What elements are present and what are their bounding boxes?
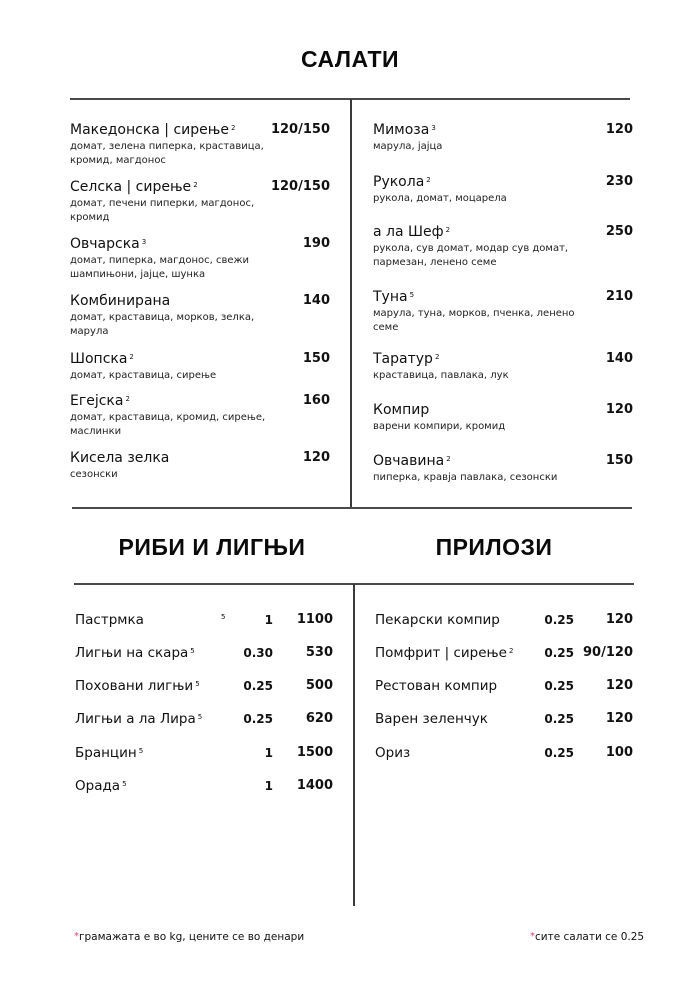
salad-price: 140 bbox=[605, 351, 633, 366]
side-quantity: 0.25 bbox=[544, 746, 574, 760]
salad-description: домат, печени пиперки, магдонос, кромид bbox=[70, 198, 255, 223]
side-row bbox=[375, 709, 633, 729]
side-name: Варен зеленчук bbox=[375, 711, 488, 727]
sides-title: ПРИЛОЗИ bbox=[435, 534, 553, 560]
salad-item bbox=[70, 292, 330, 339]
salad-description: пиперка, кравја павлака, сезонски bbox=[373, 472, 558, 483]
fish-row bbox=[75, 610, 333, 630]
salad-price: 120/150 bbox=[270, 122, 330, 137]
salad-description: домат, зелена пиперка, краставица, кромид, магдонос bbox=[70, 141, 264, 166]
side-price: 120 bbox=[605, 711, 633, 726]
side-price: 120 bbox=[605, 612, 633, 627]
salad-item bbox=[70, 350, 330, 383]
footnote-salad-portion: *сите салати се 0.25 bbox=[530, 931, 645, 943]
salad-name: а ла Шеф $^2$ bbox=[373, 224, 451, 240]
salad-name: Македонска | сирење $^2$ bbox=[70, 122, 236, 138]
side-row bbox=[375, 676, 633, 696]
salad-name: Селска | сирење $^2$ bbox=[70, 179, 198, 195]
side-row bbox=[375, 610, 633, 630]
salad-item bbox=[373, 401, 633, 434]
salad-price: 120 bbox=[605, 402, 633, 417]
fish-name: Пастрмка 5 bbox=[75, 612, 226, 628]
side-quantity: 0.25 bbox=[544, 613, 574, 627]
salad-description: сезонски bbox=[70, 469, 118, 480]
fish-name: Пoховани лигњи $^5$ bbox=[75, 678, 200, 694]
salad-item bbox=[373, 223, 633, 270]
salad-item bbox=[373, 288, 633, 335]
side-quantity: 0.25 bbox=[544, 712, 574, 726]
salad-item bbox=[70, 121, 330, 168]
salad-name: Туна $^5$ bbox=[373, 289, 415, 305]
fish-title: РИБИ И ЛИГЊИ bbox=[118, 534, 306, 560]
salad-description: краставица, павлака, лук bbox=[373, 370, 509, 381]
salad-description: варени компири, кромид bbox=[373, 421, 506, 432]
salad-description: домат, краставица, сирење bbox=[70, 370, 217, 381]
fish-quantity: 1 bbox=[264, 779, 273, 793]
fish-price: 1400 bbox=[296, 778, 333, 793]
fish-quantity: 1 bbox=[264, 613, 273, 627]
fish-quantity: 0.25 bbox=[243, 679, 273, 693]
salad-item bbox=[70, 449, 330, 482]
fish-quantity: 1 bbox=[264, 746, 273, 760]
salad-price: 190 bbox=[302, 236, 330, 251]
salad-description: марула, туна, морков, пченка, ленено семе bbox=[373, 308, 575, 333]
salad-description: домат, краставица, морков, зелка, марула bbox=[70, 312, 255, 337]
salad-name: Егејска $^2$ bbox=[70, 393, 130, 409]
fish-price: 1100 bbox=[296, 612, 333, 627]
salad-price: 120/150 bbox=[270, 179, 330, 194]
fish-name: Лигњи а ла Лира $^5$ bbox=[75, 711, 203, 727]
salad-price: 230 bbox=[605, 174, 633, 189]
salad-price: 160 bbox=[302, 393, 330, 408]
side-row bbox=[375, 643, 633, 663]
fish-name: Лигњи на скара $^5$ bbox=[75, 645, 195, 661]
fish-price: 500 bbox=[305, 678, 333, 693]
salad-price: 150 bbox=[605, 453, 633, 468]
side-quantity: 0.25 bbox=[544, 679, 574, 693]
fish-row bbox=[75, 776, 333, 796]
salad-item bbox=[70, 392, 330, 439]
side-price: 100 bbox=[605, 745, 633, 760]
side-name: Помфрит | сирење $^2$ bbox=[375, 645, 514, 661]
salad-name: Кисела зелка bbox=[70, 450, 170, 466]
salad-item bbox=[373, 452, 633, 485]
side-quantity: 0.25 bbox=[544, 646, 574, 660]
salad-description: домат, пиперка, магдонос, свежи шампињони, јајце, шунка bbox=[70, 255, 250, 280]
salad-name: Комбинирана bbox=[70, 293, 171, 309]
salad-description: рукола, домат, моцарела bbox=[373, 193, 507, 204]
salad-price: 120 bbox=[302, 450, 330, 465]
fish-price: 620 bbox=[305, 711, 333, 726]
salads-column-divider bbox=[350, 99, 352, 509]
salad-description: марула, јајца bbox=[373, 141, 443, 152]
side-price: 120 bbox=[605, 678, 633, 693]
salad-price: 250 bbox=[605, 224, 633, 239]
salad-name: Мимоза $^3$ bbox=[373, 122, 436, 138]
fish-name: Бранцин $^5$ bbox=[75, 745, 144, 761]
fish-row bbox=[75, 643, 333, 663]
salad-name: Овчавина $^2$ bbox=[373, 453, 451, 469]
salad-name: Таратур $^2$ bbox=[373, 351, 440, 367]
fish-row bbox=[75, 743, 333, 763]
salads-bottom-divider bbox=[72, 507, 632, 509]
fish-price: 1500 bbox=[296, 745, 333, 760]
asterisk-marker: * bbox=[74, 931, 79, 942]
side-price: 90/120 bbox=[583, 645, 633, 660]
salad-name: Шопска $^2$ bbox=[70, 351, 134, 367]
salad-name: Овчарска $^3$ bbox=[70, 236, 147, 252]
fish-quantity: 0.25 bbox=[243, 712, 273, 726]
fish-row bbox=[75, 676, 333, 696]
side-name: Ориз bbox=[375, 745, 411, 761]
side-row bbox=[375, 743, 633, 763]
asterisk-marker: * bbox=[530, 931, 535, 942]
salad-price: 140 bbox=[302, 293, 330, 308]
fish-row bbox=[75, 709, 333, 729]
side-name: Пекарски компир bbox=[375, 612, 500, 628]
salad-price: 210 bbox=[605, 289, 633, 304]
footnote-weight-currency: *грамажата е во kg, цените се во денари bbox=[74, 931, 305, 943]
salad-item bbox=[373, 121, 633, 154]
salad-description: рукола, сув домат, модар сув домат, пармезан, ленено семе bbox=[373, 243, 569, 268]
fish-price: 530 bbox=[305, 645, 333, 660]
fish-sides-column-divider bbox=[353, 584, 355, 906]
fish-name: Орада $^5$ bbox=[75, 778, 127, 794]
salad-name: Рукола $^2$ bbox=[373, 174, 431, 190]
salad-item bbox=[373, 173, 633, 206]
salad-name: Компир bbox=[373, 402, 430, 418]
salad-item bbox=[70, 235, 330, 282]
salad-price: 120 bbox=[605, 122, 633, 137]
side-name: Рестован компир bbox=[375, 678, 498, 694]
fish-quantity: 0.30 bbox=[243, 646, 273, 660]
salad-description: домат, краставица, кромид, сирење, маслинки bbox=[70, 412, 266, 437]
salad-item bbox=[70, 178, 330, 225]
salads-title: САЛАТИ bbox=[300, 46, 400, 72]
salad-price: 150 bbox=[302, 351, 330, 366]
salad-item bbox=[373, 350, 633, 383]
